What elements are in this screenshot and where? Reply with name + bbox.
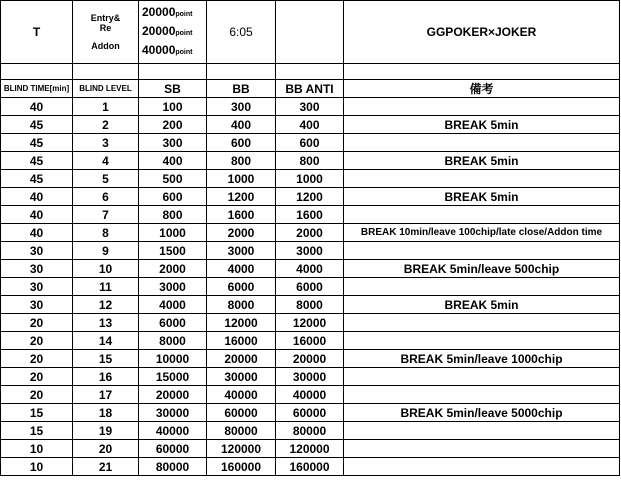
blind-time-cell: 15 — [1, 422, 73, 440]
blind-time-cell: 30 — [1, 242, 73, 260]
bb-ante-cell: 30000 — [276, 368, 344, 386]
sb-cell: 20000 — [139, 386, 207, 404]
table-row — [1, 170, 620, 188]
blind-time-cell: 45 — [1, 134, 73, 152]
table-row — [1, 260, 620, 278]
bb-cell: 800 — [207, 152, 276, 170]
table-row — [1, 314, 620, 332]
blind-level-cell: 3 — [73, 134, 139, 152]
blind-time-cell: 45 — [1, 152, 73, 170]
note-cell: BREAK 5min/leave 5000chip — [344, 404, 620, 422]
table-row — [1, 440, 620, 458]
stack-points — [139, 1, 207, 64]
sb-cell: 300 — [139, 134, 207, 152]
bb-ante-cell: 2000 — [276, 224, 344, 242]
table-row — [1, 386, 620, 404]
blind-time-cell: 45 — [1, 116, 73, 134]
bb-cell: 1000 — [207, 170, 276, 188]
sb-cell: 60000 — [139, 440, 207, 458]
sb-cell: 6000 — [139, 314, 207, 332]
sb-cell: 400 — [139, 152, 207, 170]
bb-ante-cell: 1600 — [276, 206, 344, 224]
blind-time-cell: 20 — [1, 350, 73, 368]
re-label: Re — [99, 23, 112, 33]
addon-points: 40000point — [142, 42, 193, 57]
blind-time-cell: 15 — [1, 404, 73, 422]
note-cell: BREAK 5min — [344, 116, 620, 134]
table-row — [1, 152, 620, 170]
note-cell: BREAK 5min — [344, 152, 620, 170]
sb-cell: 10000 — [139, 350, 207, 368]
start-time: 6:05 — [207, 1, 276, 64]
bb-cell: 600 — [207, 134, 276, 152]
blind-level-cell: 11 — [73, 278, 139, 296]
table-row — [1, 458, 620, 476]
note-cell — [344, 440, 620, 458]
note-cell — [344, 458, 620, 476]
bb-cell: 30000 — [207, 368, 276, 386]
title-row — [1, 1, 620, 64]
col-header-notes: 備考 — [344, 80, 620, 98]
note-cell — [344, 242, 620, 260]
note-cell — [344, 98, 620, 116]
blind-time-cell: 30 — [1, 278, 73, 296]
blind-level-cell: 5 — [73, 170, 139, 188]
bb-ante-cell: 120000 — [276, 440, 344, 458]
blind-level-cell: 7 — [73, 206, 139, 224]
blind-time-cell: 30 — [1, 296, 73, 314]
bb-cell: 16000 — [207, 332, 276, 350]
bb-cell: 8000 — [207, 296, 276, 314]
note-cell: BREAK 5min/leave 500chip — [344, 260, 620, 278]
bb-ante-cell: 60000 — [276, 404, 344, 422]
sb-cell: 2000 — [139, 260, 207, 278]
table-row — [1, 332, 620, 350]
bb-cell: 120000 — [207, 440, 276, 458]
col-header-blind-time: BLIND TIME[min] — [1, 80, 73, 98]
note-cell: BREAK 5min/leave 1000chip — [344, 350, 620, 368]
note-cell — [344, 170, 620, 188]
bb-cell: 60000 — [207, 404, 276, 422]
bb-ante-cell: 16000 — [276, 332, 344, 350]
bb-ante-cell: 4000 — [276, 260, 344, 278]
col-header-sb: SB — [139, 80, 207, 98]
sb-cell: 1500 — [139, 242, 207, 260]
note-cell: BREAK 5min — [344, 188, 620, 206]
blind-time-cell: 10 — [1, 440, 73, 458]
spacer-row — [1, 64, 620, 80]
table-row — [1, 134, 620, 152]
sb-cell: 40000 — [139, 422, 207, 440]
bb-ante-cell: 400 — [276, 116, 344, 134]
blind-time-cell: 40 — [1, 206, 73, 224]
addon-label: Addon — [91, 41, 120, 51]
entry-points: 20000point — [142, 4, 193, 19]
sb-cell: 4000 — [139, 296, 207, 314]
col-header-bb-ante: BB ANTI — [276, 80, 344, 98]
bb-cell: 2000 — [207, 224, 276, 242]
blind-level-cell: 9 — [73, 242, 139, 260]
note-cell — [344, 386, 620, 404]
blind-level-cell: 10 — [73, 260, 139, 278]
table-row — [1, 350, 620, 368]
blind-time-cell: 40 — [1, 224, 73, 242]
bb-cell: 80000 — [207, 422, 276, 440]
bb-ante-cell: 1000 — [276, 170, 344, 188]
bb-ante-cell: 1200 — [276, 188, 344, 206]
blind-time-cell: 10 — [1, 458, 73, 476]
blind-level-cell: 15 — [73, 350, 139, 368]
bb-ante-cell: 6000 — [276, 278, 344, 296]
blind-time-cell: 40 — [1, 188, 73, 206]
table-row — [1, 422, 620, 440]
note-cell — [344, 134, 620, 152]
bb-ante-cell: 40000 — [276, 386, 344, 404]
note-cell: BREAK 10min/leave 100chip/late close/Addon time — [344, 224, 620, 242]
note-cell — [344, 278, 620, 296]
bb-cell: 6000 — [207, 278, 276, 296]
note-cell — [344, 422, 620, 440]
note-cell — [344, 314, 620, 332]
table-row — [1, 368, 620, 386]
blind-level-cell: 8 — [73, 224, 139, 242]
col-header-bb: BB — [207, 80, 276, 98]
table-row — [1, 404, 620, 422]
note-cell — [344, 206, 620, 224]
bb-cell: 160000 — [207, 458, 276, 476]
blind-level-cell: 16 — [73, 368, 139, 386]
bb-ante-cell: 3000 — [276, 242, 344, 260]
table-row — [1, 98, 620, 116]
bb-ante-cell: 600 — [276, 134, 344, 152]
table-row — [1, 242, 620, 260]
bb-cell: 40000 — [207, 386, 276, 404]
sb-cell: 200 — [139, 116, 207, 134]
event-letter: T — [1, 1, 73, 64]
bb-ante-cell: 20000 — [276, 350, 344, 368]
sb-cell: 30000 — [139, 404, 207, 422]
bb-cell: 4000 — [207, 260, 276, 278]
bb-ante-cell: 12000 — [276, 314, 344, 332]
brand-title: GGPOKER×JOKER — [344, 1, 620, 64]
blind-level-cell: 14 — [73, 332, 139, 350]
bb-cell: 20000 — [207, 350, 276, 368]
blind-time-cell: 40 — [1, 98, 73, 116]
entry-labels — [73, 1, 139, 64]
col-header-blind-level: BLIND LEVEL — [73, 80, 139, 98]
blind-level-cell: 19 — [73, 422, 139, 440]
blind-time-cell: 30 — [1, 260, 73, 278]
sb-cell: 100 — [139, 98, 207, 116]
bb-ante-cell: 800 — [276, 152, 344, 170]
sb-cell: 600 — [139, 188, 207, 206]
blind-time-cell: 20 — [1, 314, 73, 332]
blind-level-cell: 17 — [73, 386, 139, 404]
bb-cell: 1600 — [207, 206, 276, 224]
bb-cell: 12000 — [207, 314, 276, 332]
sb-cell: 8000 — [139, 332, 207, 350]
table-row — [1, 296, 620, 314]
bb-cell: 400 — [207, 116, 276, 134]
table-row — [1, 206, 620, 224]
bb-cell: 300 — [207, 98, 276, 116]
sb-cell: 80000 — [139, 458, 207, 476]
blind-level-cell: 2 — [73, 116, 139, 134]
blind-level-cell: 1 — [73, 98, 139, 116]
bb-ante-cell: 160000 — [276, 458, 344, 476]
sb-cell: 15000 — [139, 368, 207, 386]
table-row — [1, 278, 620, 296]
re-points: 20000point — [142, 23, 193, 38]
blind-level-cell: 4 — [73, 152, 139, 170]
table-row — [1, 188, 620, 206]
note-cell — [344, 332, 620, 350]
blind-level-cell: 12 — [73, 296, 139, 314]
bb-cell: 1200 — [207, 188, 276, 206]
bb-ante-cell: 300 — [276, 98, 344, 116]
blind-level-cell: 6 — [73, 188, 139, 206]
sb-cell: 3000 — [139, 278, 207, 296]
sb-cell: 800 — [139, 206, 207, 224]
blind-level-cell: 13 — [73, 314, 139, 332]
bb-ante-cell: 80000 — [276, 422, 344, 440]
blind-level-cell: 20 — [73, 440, 139, 458]
sb-cell: 500 — [139, 170, 207, 188]
table-row — [1, 224, 620, 242]
blind-time-cell: 20 — [1, 386, 73, 404]
sb-cell: 1000 — [139, 224, 207, 242]
table-row — [1, 116, 620, 134]
bb-ante-cell: 8000 — [276, 296, 344, 314]
blind-level-cell: 21 — [73, 458, 139, 476]
bb-cell: 3000 — [207, 242, 276, 260]
entry-label: Entry& — [90, 13, 121, 23]
blind-time-cell: 20 — [1, 332, 73, 350]
blind-time-cell: 45 — [1, 170, 73, 188]
blind-time-cell: 20 — [1, 368, 73, 386]
empty-header-cell — [276, 1, 344, 64]
column-header-row — [1, 80, 620, 98]
blind-level-cell: 18 — [73, 404, 139, 422]
note-cell — [344, 368, 620, 386]
note-cell: BREAK 5min — [344, 296, 620, 314]
